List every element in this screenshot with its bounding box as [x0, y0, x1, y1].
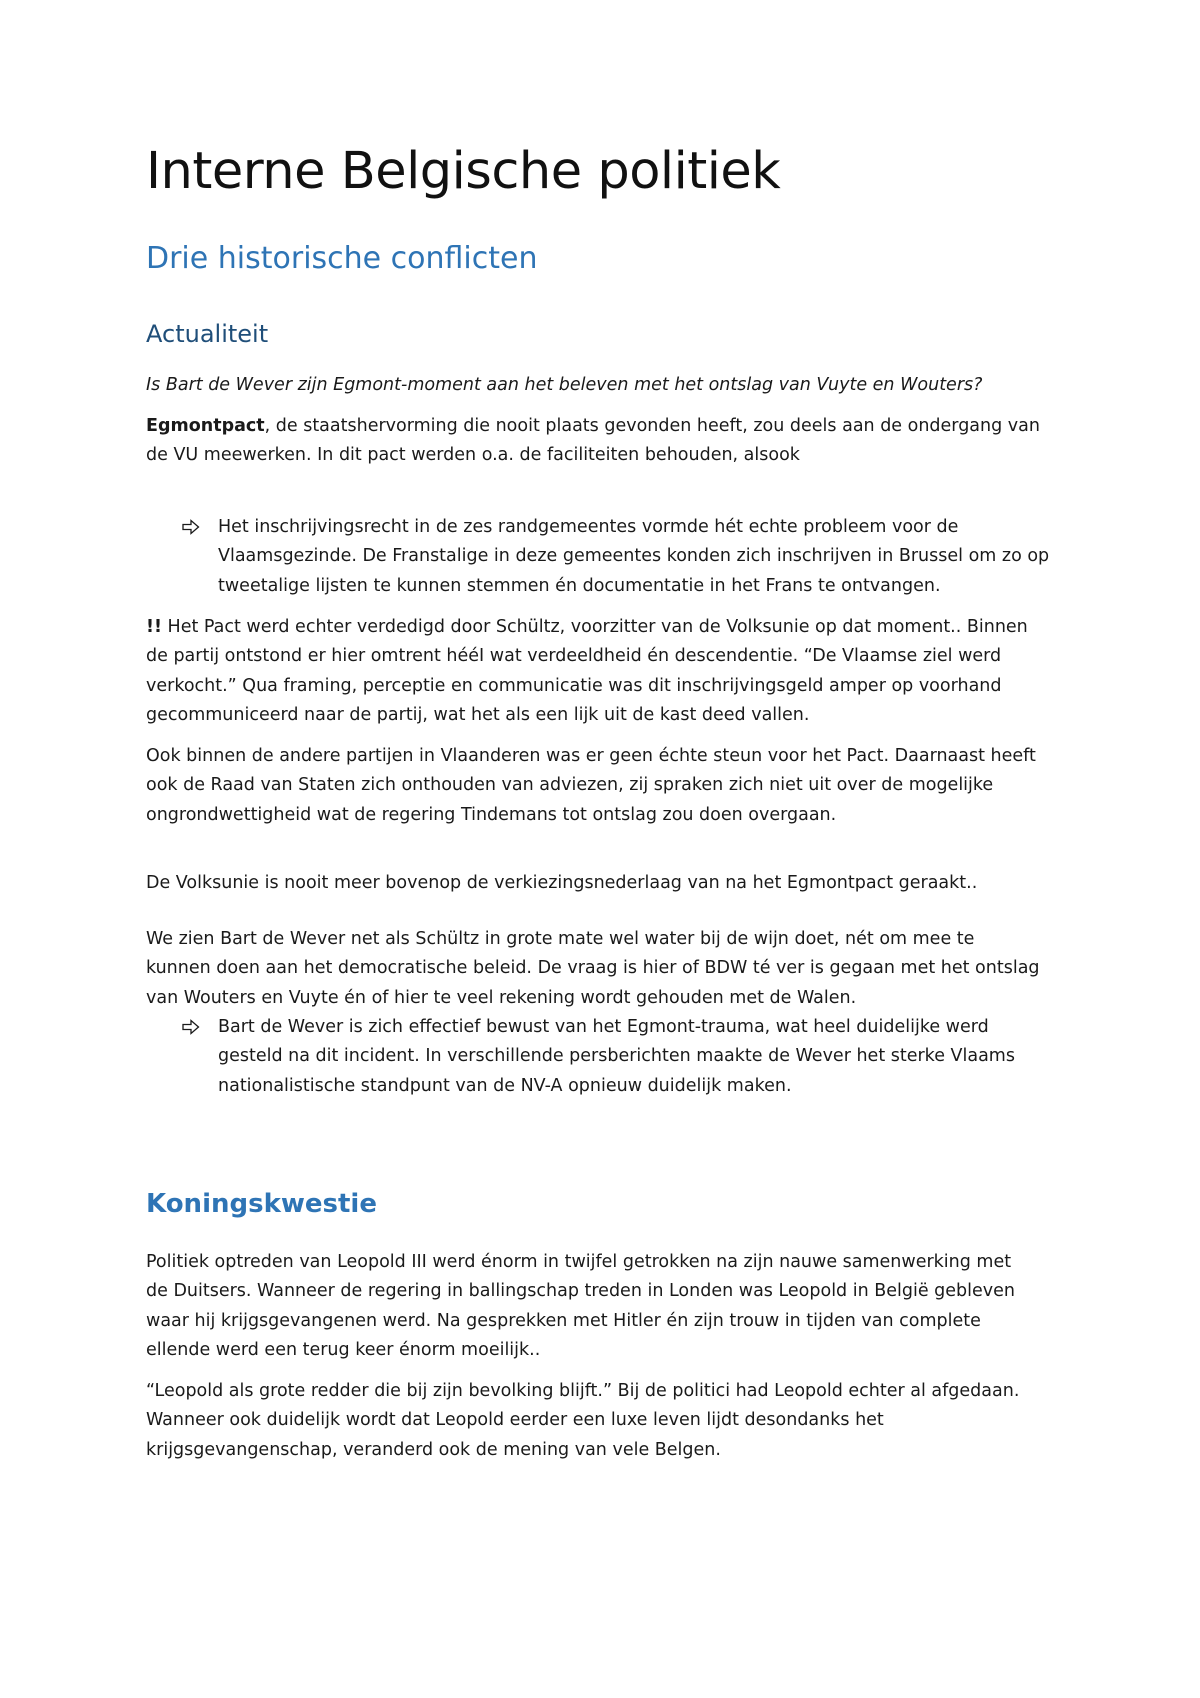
heading-koningskwestie: Koningskwestie	[146, 1189, 377, 1219]
line-rest: Het Pact werd echter verdedigd door Schültz, voorzitter van de Volksunie op dat moment.. Binnen	[161, 617, 1028, 637]
heading-actualiteit: Actualiteit	[146, 320, 269, 348]
paragraph-line: ongrondwettigheid wat de regering Tindemans tot ontslag zou doen overgaan.	[146, 804, 837, 825]
pact-verdedigd-paragraph	[146, 613, 1076, 730]
bold-lead: !!	[146, 617, 162, 637]
paragraph-line: gecommuniceerd naar de partij, wat het als een lijk uit de kast deed vallen.	[146, 704, 810, 725]
bullet-line: Het inschrijvingsrecht in de zes randgemeentes vormde hét echte probleem voor de	[218, 517, 959, 537]
paragraph-line: krijgsgevangenschap, veranderd ook de mening van vele Belgen.	[146, 1439, 721, 1460]
paragraph-line: Ook binnen de andere partijen in Vlaanderen was er geen échte steun voor het Pact. Daarnaast heeft	[146, 746, 1036, 766]
paragraph-line: de Duitsers. Wanneer de regering in ballingschap treden in Londen was Leopold in België gebleven	[146, 1281, 1016, 1302]
bullet-line: gesteld na dit incident. In verschillende persberichten maakte de Wever het sterke Vlaams	[218, 1046, 1015, 1067]
leopold-redder-paragraph	[146, 1377, 1076, 1465]
bullet-line: Vlaamsgezinde. De Franstalige in deze gemeentes konden zich inschrijven in Brussel om zo op	[218, 546, 1050, 567]
line-rest: , de staatshervorming die nooit plaats gevonden heeft, zou deels aan de ondergang van	[264, 416, 1040, 436]
leopold-paragraph	[146, 1248, 1076, 1365]
question-paragraph	[146, 371, 1076, 400]
paragraph-line: de VU meewerken. In dit pact werden o.a. de faciliteiten behouden, alsook	[146, 445, 800, 466]
volksunie-paragraph	[146, 869, 1076, 898]
paragraph-line: ook de Raad van Staten zich onthouden van adviezen, zij spraken zich niet uit over de mogelijke	[146, 775, 994, 796]
paragraph-line: Wanneer ook duidelijk wordt dat Leopold eerder een luxe leven lijdt desondanks het	[146, 1410, 884, 1431]
paragraph-line: We zien Bart de Wever net als Schültz in grote mate wel water bij de wijn doet, nét om mee te	[146, 929, 975, 949]
paragraph-line: de partij ontstond er hier omtrent hééI wat verdeeldheid én descendentie. “De Vlaamse ziel werd	[146, 646, 1002, 667]
paragraph-line: Politiek optreden van Leopold III werd énorm in twijfel getrokken na zijn nauwe samenwerking met	[146, 1252, 1012, 1272]
paragraph-line: verkocht.” Qua framing, perceptie en communicatie was dit inschrijvingsgeld amper op voorhand	[146, 675, 1002, 696]
bullet-line: Bart de Wever is zich effectief bewust van het Egmont-trauma, wat heel duidelijke werd	[218, 1017, 989, 1037]
paragraph-line: kunnen doen aan het democratische beleid. De vraag is hier of BDW té ver is gegaan met het ontslag	[146, 958, 1040, 979]
paragraph-line: ellende werd een terug keer énorm moeilijk..	[146, 1339, 541, 1360]
paragraph-line: De Volksunie is nooit meer bovenop de verkiezingsnederlaag van na het Egmontpact geraakt..	[146, 873, 978, 893]
egmontpact-paragraph	[146, 412, 1076, 471]
right-arrow-outline-icon	[182, 1013, 202, 1042]
heading-drie-historische-conflicten: Drie historische conflicten	[146, 241, 538, 276]
right-arrow-outline-icon	[182, 513, 202, 542]
document-title: Interne Belgische politiek	[146, 142, 781, 201]
paragraph-line: van Wouters en Vuyte én of hier te veel rekening wordt gehouden met de Walen.	[146, 987, 857, 1008]
paragraph-line: “Leopold als grote redder die bij zijn bevolking blijft.” Bij de politici had Leopold echter al afgedaan.	[146, 1381, 1020, 1401]
bullet-line: nationalistische standpunt van de NV-A opnieuw duidelijk maken.	[218, 1075, 792, 1096]
bullet-text	[218, 1013, 1068, 1101]
paragraph-line	[146, 412, 1076, 441]
paragraph-line: waar hij krijgsgevangenen werd. Na gesprekken met Hitler én zijn trouw in tijden van complete	[146, 1310, 981, 1331]
paragraph-line	[146, 613, 1076, 642]
bullet-line: tweetalige lijsten te kunnen stemmen én documentatie in het Frans te ontvangen.	[218, 575, 941, 596]
bart-de-wever-paragraph	[146, 925, 1076, 1013]
andere-partijen-paragraph	[146, 742, 1076, 830]
bold-lead: Egmontpact	[146, 416, 265, 436]
question-line: Is Bart de Wever zijn Egmont-moment aan het beleven met het ontslag van Vuyte en Wouters?	[146, 375, 983, 395]
bullet-text	[218, 513, 1068, 601]
